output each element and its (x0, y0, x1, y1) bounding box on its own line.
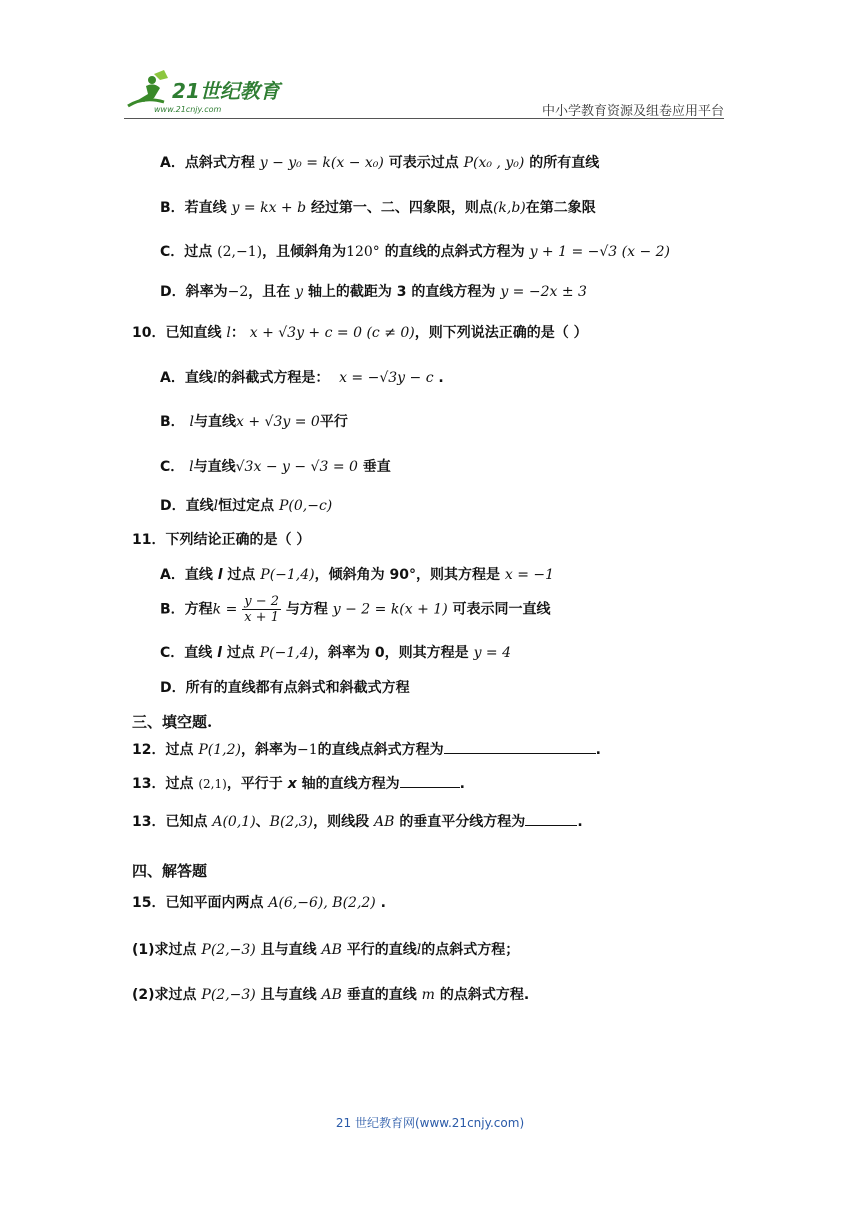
logo-url: www.21cnjy.com (154, 105, 222, 114)
q15-part-2: (2)求过点 P(2,−3) 且与直线 AB 垂直的直线 m 的点斜式方程. (132, 987, 530, 1003)
header-divider (124, 118, 724, 119)
logo-21cnjy (124, 66, 294, 116)
q11-option-a: A．直线 l 过点 P(−1,4)，倾斜角为 90°，则其方程是 x = −1 (160, 567, 555, 583)
answer-blank[interactable] (525, 813, 577, 826)
q11-option-b: B．方程k = $\frac{y - 2}{x + 1}$ 与方程 y − 2 = k(x + 1) 可表示同一直线 (160, 594, 551, 625)
fraction: $\frac{y - 2}{x + 1}$ (244, 594, 279, 625)
q10-option-b: B． l与直线x + √3y = 0平行 (160, 414, 348, 430)
q9-option-b: B．若直线 y = kx + b 经过第一、二、四象限，则点(k,b)在第二象限 (160, 200, 596, 216)
q9-option-a: A．点斜式方程 y − y₀ = k(x − x₀) 可表示过点 P(x₀ , y₀) 的所有直线 (160, 155, 600, 171)
q11-stem: 11．下列结论正确的是（ ） (132, 532, 311, 548)
q10-stem: 10．已知直线 l： x + √3y + c = 0 (c ≠ 0)，则下列说法正确的是（ ） (132, 325, 588, 341)
answer-blank[interactable] (444, 741, 596, 754)
q13-second: 13．已知点 A(0,1)、B(2,3)，则线段 AB 的垂直平分线方程为 . (132, 814, 583, 830)
logo-text: 21世纪教育 (172, 79, 280, 103)
q11-option-d: D．所有的直线都有点斜式和斜截式方程 (160, 680, 410, 696)
q11-option-c: C．直线 l 过点 P(−1,4)，斜率为 0，则其方程是 y = 4 (160, 645, 512, 661)
q9-option-d: D．斜率为−2，且在 y 轴上的截距为 3 的直线方程为 y = −2x ± 3 (160, 284, 587, 300)
section-solutions: 四、解答题 (132, 862, 208, 880)
q10-option-a: A．直线l的斜截式方程是： x = −√3y − c . (160, 370, 444, 386)
q10-option-c: C． l与直线√3x − y − √3 = 0 垂直 (160, 459, 391, 475)
q15-part-1: (1)求过点 P(2,−3) 且与直线 AB 平行的直线l的点斜式方程； (132, 942, 520, 958)
q12: 12．过点 P(1,2)，斜率为−1的直线点斜式方程为 . (132, 742, 601, 758)
q15-stem: 15．已知平面内两点 A(6,−6), B(2,2) . (132, 895, 386, 911)
q10-option-d: D．直线l恒过定点 P(0,−c) (160, 498, 333, 514)
page-header (124, 66, 724, 120)
q13-first: 13．过点 (2,1)，平行于 x 轴的直线方程为 . (132, 776, 465, 792)
q9-option-c: C．过点 (2,−1)，且倾斜角为120° 的直线的点斜式方程为 y + 1 = −√3 (x − 2) (160, 244, 671, 260)
section-fill-in: 三、填空题. (132, 713, 213, 731)
answer-blank[interactable] (400, 775, 460, 788)
page-footer: 21 世纪教育网(www.21cnjy.com) (335, 1116, 525, 1130)
header-platform-text: 中小学教育资源及组卷应用平台 (541, 104, 724, 119)
